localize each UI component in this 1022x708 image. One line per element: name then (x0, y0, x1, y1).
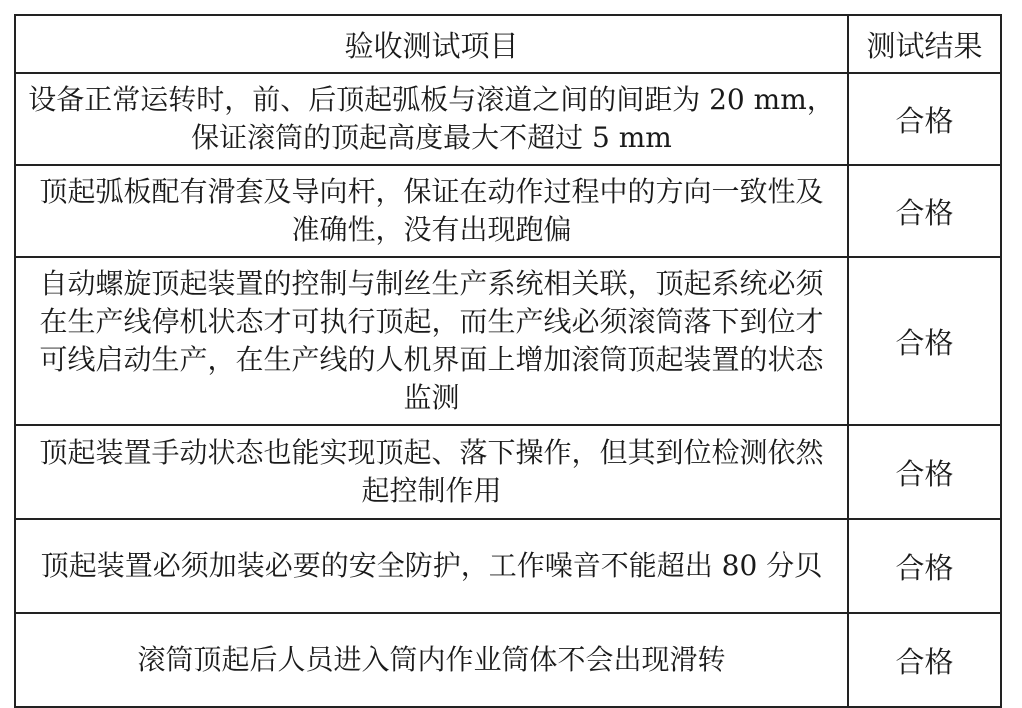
header-row (15, 15, 1001, 73)
test-result-cell: 合格 (848, 257, 1001, 425)
test-result-cell: 合格 (848, 165, 1001, 257)
table-container (14, 14, 1002, 708)
test-item-cell: 自动螺旋顶起装置的控制与制丝生产系统相关联，顶起系统必须在生产线停机状态才可执行顶起，而生产线必须滚筒落下到位才可线启动生产，在生产线的人机界面上增加滚筒顶起装置的状态监测 (15, 257, 848, 425)
test-item-cell: 设备正常运转时，前、后顶起弧板与滚道之间的间距为 20 mm，保证滚筒的顶起高度最大不超过 5 mm (15, 73, 848, 165)
table-row (15, 425, 1001, 519)
header-test-result: 测试结果 (848, 15, 1001, 73)
test-result-cell: 合格 (848, 613, 1001, 707)
test-item-cell: 滚筒顶起后人员进入筒内作业筒体不会出现滑转 (15, 613, 848, 707)
test-item-cell: 顶起装置手动状态也能实现顶起、落下操作，但其到位检测依然起控制作用 (15, 425, 848, 519)
table-row (15, 257, 1001, 425)
table-row (15, 519, 1001, 613)
acceptance-test-table (14, 14, 1002, 708)
test-result-cell: 合格 (848, 519, 1001, 613)
table-row (15, 613, 1001, 707)
test-item-cell: 顶起弧板配有滑套及导向杆，保证在动作过程中的方向一致性及准确性，没有出现跑偏 (15, 165, 848, 257)
test-result-cell: 合格 (848, 425, 1001, 519)
table-row (15, 165, 1001, 257)
header-test-item: 验收测试项目 (15, 15, 848, 73)
test-item-cell: 顶起装置必须加装必要的安全防护，工作噪音不能超出 80 分贝 (15, 519, 848, 613)
test-result-cell: 合格 (848, 73, 1001, 165)
table-row (15, 73, 1001, 165)
